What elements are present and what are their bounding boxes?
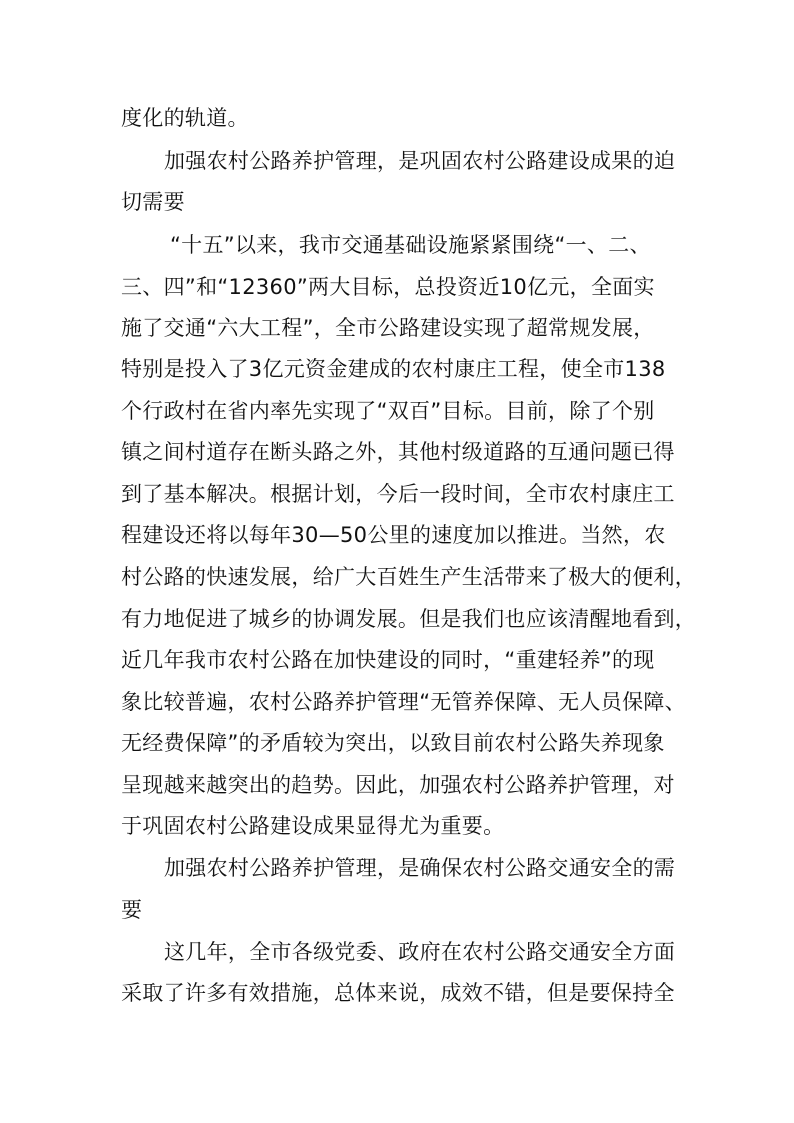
section-heading-line: 加强农村公路养护管理，是确保农村公路交通安全的需: [164, 856, 676, 880]
text-line: 象比较普遍，农村公路养护管理“无管养保障、无人员保障、: [121, 690, 686, 714]
text-line: 村公路的快速发展，给广大百姓生产生活带来了极大的便利，: [121, 565, 697, 589]
text-line: 呈现越来越突出的趋势。因此，加强农村公路养护管理，对: [121, 773, 675, 797]
text-line: 于巩固农村公路建设成果显得尤为重要。: [121, 814, 505, 838]
text-line: 度化的轨道。: [121, 106, 249, 130]
text-line: 无经费保障”的矛盾较为突出，以致目前农村公路失养现象: [121, 731, 665, 755]
text-line: 有力地促进了城乡的协调发展。但是我们也应该清醒地看到，: [121, 607, 697, 631]
text-line: 特别是投入了3亿元资金建成的农村康庄工程，使全市138: [121, 357, 666, 381]
text-line: 个行政村在省内率先实现了“双百”目标。目前，除了个别: [121, 399, 655, 423]
text-line: 这几年，全市各级党委、政府在农村公路交通安全方面: [164, 940, 676, 964]
text-line: 三、四”和“12360”两大目标，总投资近10亿元，全面实: [121, 275, 655, 299]
text-line: 近几年我市农村公路在加快建设的同时，“重建轻养”的现: [121, 648, 655, 672]
section-heading-line: 加强农村公路养护管理，是巩固农村公路建设成果的迫: [164, 149, 676, 173]
text-line: “十五”以来，我市交通基础设施紧紧围绕“一、二、: [170, 233, 651, 257]
text-line: 程建设还将以每年30—50公里的速度加以推进。当然，农: [121, 523, 666, 547]
text-line: 镇之间村道存在断头路之外，其他村级道路的互通问题已得: [121, 440, 675, 464]
section-heading-line: 切需要: [121, 190, 185, 214]
section-heading-line: 要: [121, 898, 143, 922]
text-line: 施了交通“六大工程”，全市公路建设实现了超常规发展，: [121, 316, 655, 340]
text-line: 到了基本解决。根据计划，今后一段时间，全市农村康庄工: [121, 482, 675, 506]
text-line: 采取了许多有效措施，总体来说，成效不错，但是要保持全: [121, 981, 675, 1005]
